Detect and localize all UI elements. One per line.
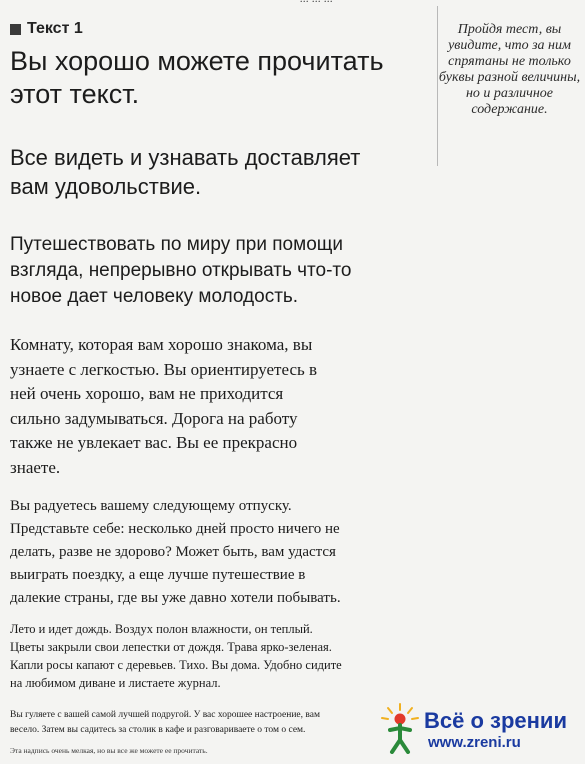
page-header-fragment [300, 0, 580, 6]
paragraph-5: Вы радуетесь вашему следующему отпуску. Представьте себе: несколько дней просто ничего не делать, разве не здорово? Может быть, вам удастся выиграть поездку, а еще лучше путешествие в далекие страны, где вы уже давно хотели побывать. [10, 498, 341, 606]
square-bullet-icon [10, 24, 21, 35]
paragraph-4: Комнату, которая вам хорошо знакома, вы узнаете с легкостью. Вы ориентируетесь в ней очень хорошо, вам не приходится сильно задумываться. Дорога на работу также не увлекает вас. Вы ее прекрасно знаете. [10, 335, 318, 477]
paragraph-2: Все видеть и узнавать доставляет вам удовольствие. [10, 145, 361, 199]
paragraph-3: Путешествовать по миру при помощи взгляда, непрерывно открывать что-то новое дает человеку молодость. [10, 234, 352, 307]
logo-title: Всё о зрении [424, 708, 567, 733]
paragraph-8: Эта надпись очень мелкая, но вы все же можете ее прочитать. [10, 746, 208, 755]
sidebar-note: Пройдя тест, вы увидите, что за ним спрятаны не только буквы разной величины, но и различное содержание. [438, 22, 581, 117]
person-figure-icon [378, 702, 422, 754]
logo-url[interactable]: www.zreni.ru [428, 734, 521, 751]
paragraph-1: Вы хорошо можете прочитать этот текст. [10, 46, 384, 109]
section-label [10, 20, 83, 38]
paragraph-6: Лето и идет дождь. Воздух полон влажности, он теплый. Цветы закрыли свои лепестки от дождя. Трава ярко-зеленая. Капли росы капают с деревьев. Тихо. Вы дома. Удобно сидите на любимом диване и листаете журнал. [10, 622, 342, 690]
section-label-text: Текст 1 [27, 20, 83, 37]
site-logo[interactable] [376, 700, 581, 756]
paragraph-7: Вы гуляете с вашей самой лучшей подругой. У вас хорошее настроение, вам весело. Затем вы садитесь за столик в кафе и разговариваете о том о сем. [10, 710, 320, 735]
